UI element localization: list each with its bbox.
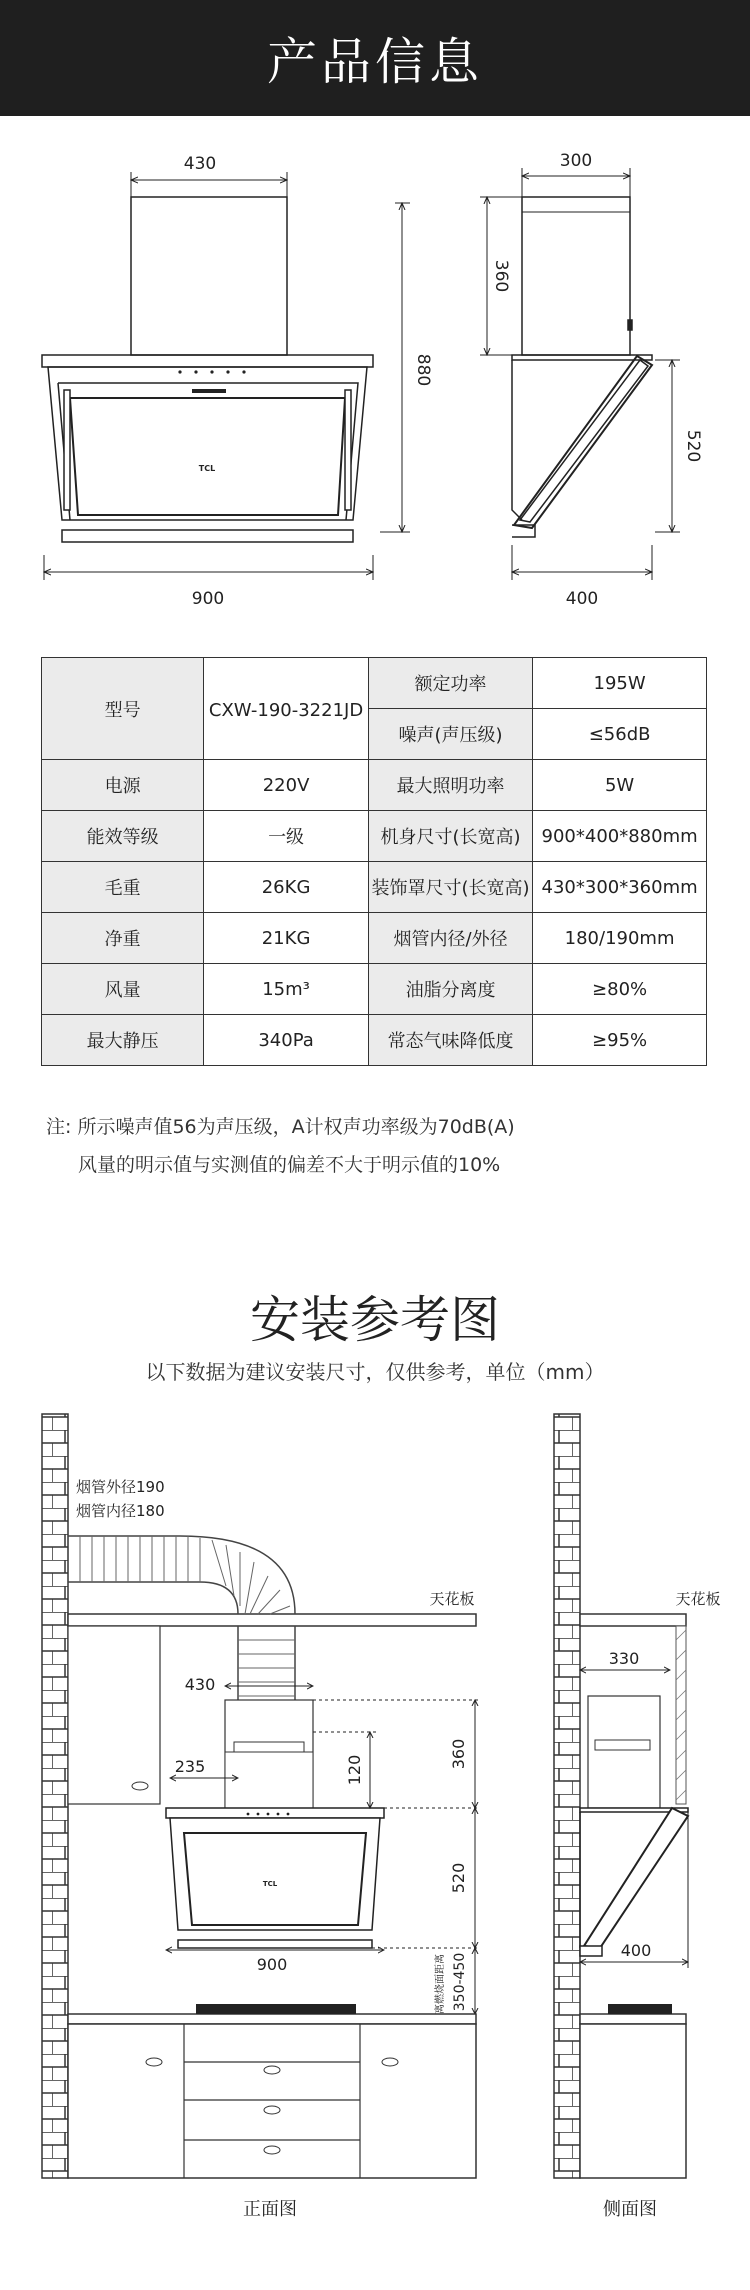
dim-body-520: 520 <box>449 1862 468 1894</box>
spec-label: 型号 <box>42 658 204 760</box>
dim-front-height: 880 <box>413 353 433 387</box>
spec-label: 装饰罩尺寸(长宽高) <box>368 862 532 913</box>
ceiling-label-front: 天花板 <box>429 1590 475 1608</box>
pipe-outer-label: 烟管外径190 <box>76 1478 165 1496</box>
table-row <box>42 862 707 913</box>
gas-stove-side <box>608 2004 672 2014</box>
spec-label: 能效等级 <box>42 811 204 862</box>
spec-label: 油脂分离度 <box>368 964 532 1015</box>
dim-side-depth: 400 <box>565 589 599 609</box>
dim-side-cover-height: 360 <box>491 259 511 293</box>
spec-value: 21KG <box>204 913 369 964</box>
spec-value: ≥95% <box>533 1015 707 1066</box>
table-row <box>42 760 707 811</box>
spec-value: 5W <box>533 760 707 811</box>
hood-side <box>580 1808 688 1956</box>
dim-body-900: 900 <box>256 1955 288 1974</box>
table-row <box>42 964 707 1015</box>
dim-range: 350-450 <box>452 1952 468 2012</box>
front-view-label: 正面图 <box>243 2199 297 2220</box>
spec-value: 430*300*360mm <box>533 862 707 913</box>
dim-gap-120: 120 <box>345 1754 364 1786</box>
spec-value: 一级 <box>204 811 369 862</box>
note-line-2: 风量的明示值与实测值的偏差不大于明示值的10% <box>78 1154 501 1176</box>
dim-side-body-height: 520 <box>683 429 703 463</box>
dim-side-400: 400 <box>620 1941 652 1960</box>
spec-label: 净重 <box>42 913 204 964</box>
table-row <box>42 658 707 709</box>
table-row <box>42 1015 707 1066</box>
page-title: 产品信息 <box>267 33 483 91</box>
note-line-1: 注: 所示噪声值56为声压级，A计权声功率级为70dB(A) <box>46 1116 515 1138</box>
hood-front <box>166 1808 384 1948</box>
spec-label: 机身尺寸(长宽高) <box>368 811 532 862</box>
dim-side-top-width: 300 <box>559 151 593 171</box>
installation-diagram <box>0 1400 750 2290</box>
dim-range-note: 离燃烧面距离 <box>435 1954 446 2014</box>
spec-value: ≤56dB <box>533 709 707 760</box>
pipe-inner-label: 烟管内径180 <box>76 1502 165 1520</box>
dim-cover-width: 430 <box>184 1675 216 1694</box>
spec-label: 最大静压 <box>42 1015 204 1066</box>
spec-value: 26KG <box>204 862 369 913</box>
dim-front-top-width: 430 <box>183 154 217 174</box>
spec-value: 340Pa <box>204 1015 369 1066</box>
table-row <box>42 811 707 862</box>
front-brand-logo: TCL <box>198 464 216 473</box>
spec-value: 15m³ <box>204 964 369 1015</box>
spec-value: ≥80% <box>533 964 707 1015</box>
spec-label: 最大照明功率 <box>368 760 532 811</box>
gas-stove-front <box>196 2004 356 2014</box>
dim-side-330: 330 <box>608 1649 640 1668</box>
spec-label: 噪声(声压级) <box>368 709 532 760</box>
spec-label: 风量 <box>42 964 204 1015</box>
dim-cover-360: 360 <box>449 1738 468 1770</box>
spec-table <box>41 657 707 1066</box>
hood-brand-logo: TCL <box>262 1880 278 1888</box>
spec-label: 额定功率 <box>368 658 532 709</box>
spec-value: 900*400*880mm <box>533 811 707 862</box>
page-header <box>0 0 750 116</box>
spec-value: 195W <box>533 658 707 709</box>
install-title: 安装参考图 <box>250 1291 500 1349</box>
dim-front-width: 900 <box>191 589 225 609</box>
ceiling-label-side: 天花板 <box>675 1590 721 1608</box>
spec-value: CXW-190-3221JD <box>204 658 369 760</box>
install-subtitle: 以下数据为建议安装尺寸，仅供参考，单位（mm） <box>145 1360 605 1384</box>
spec-label: 常态气味降低度 <box>368 1015 532 1066</box>
front-view-drawing <box>42 197 373 542</box>
spec-label: 烟管内径/外径 <box>368 913 532 964</box>
table-row <box>42 913 707 964</box>
side-view-drawing <box>512 197 652 537</box>
spec-value: 180/190mm <box>533 913 707 964</box>
spec-label: 毛重 <box>42 862 204 913</box>
side-view-label: 侧面图 <box>603 2199 657 2220</box>
spec-label: 电源 <box>42 760 204 811</box>
spec-value: 220V <box>204 760 369 811</box>
dimension-drawing <box>0 116 750 636</box>
dim-left-offset: 235 <box>174 1757 206 1776</box>
